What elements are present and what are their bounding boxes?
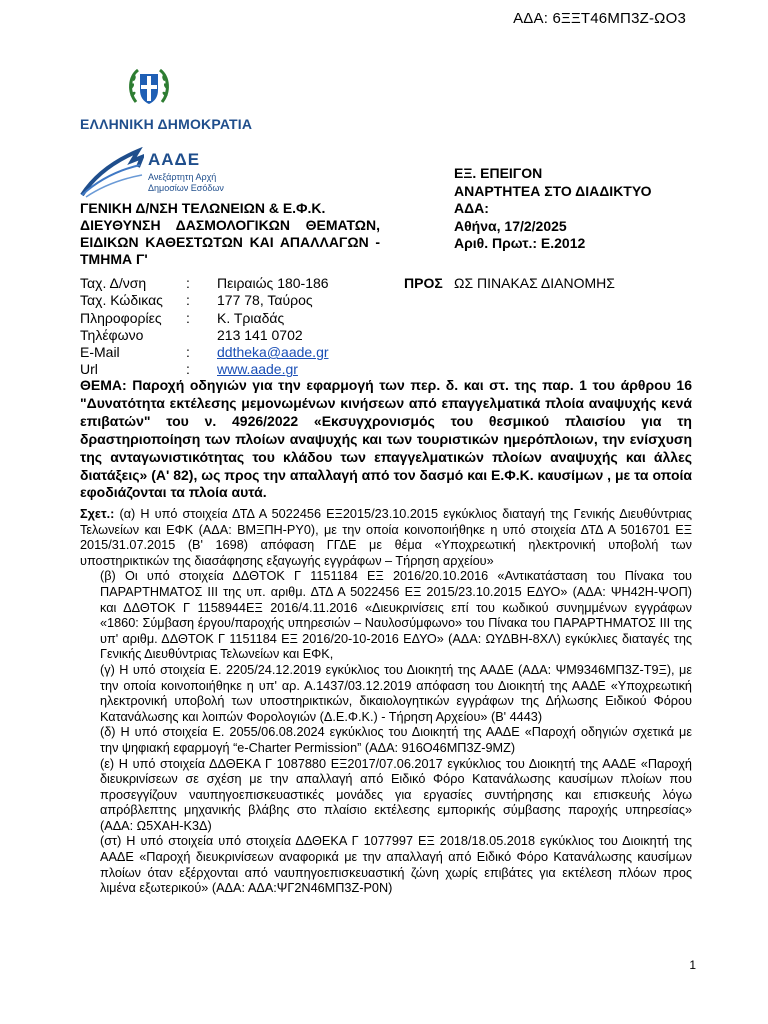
reference-item: (γ) Η υπό στοιχεία Ε. 2205/24.12.2019 εγκύκλιος του Διοικητή της ΑΑΔΕ (ΑΔΑ: ΨΜ9346ΜΠ3Ζ-Τ9Ξ), με την οποία κοινοποιήθηκε η υπ' αρ. Α.1437/03.12.2019 απόφαση του Διοικητή της ΑΑΔΕ «Υποχρεωτική ηλεκτρονική υποβολή των υποστηρικτικών, δικαιολογητικών εγγράφων της Δήλωσης Ειδικού Φόρου Κατανάλωσης και λοιπών Φορολογιών (Δ.Ε.Φ.Κ.) - Τήρηση Αρχείου» (Β' 4443) (100, 662, 692, 724)
department-line: ΤΜΗΜΑ Γ' (80, 251, 148, 267)
recipient-block (404, 275, 615, 291)
aade-arrow-icon (80, 147, 144, 199)
posting-label: ΑΝΑΡΤΗΤΕΑ ΣΤΟ ΔΙΑΔΙΚΤΥΟ (454, 182, 652, 199)
email-link[interactable]: ddtheka@aade.gr (217, 344, 329, 361)
reference-item: (δ) Η υπό στοιχεία Ε. 2055/06.08.2024 εγκύκλιος του Διοικητή της ΑΑΔΕ «Παροχή οδηγιών σχετικά με την ψηφιακή εφαρμογή “e-Charter Permission” (ΑΔΑ: 916Ο46ΜΠ3Ζ-9ΜΖ) (100, 725, 692, 755)
greek-emblem-icon (124, 62, 174, 112)
page-number: 1 (689, 958, 696, 972)
contact-colon: : (186, 292, 190, 309)
document-info-block (454, 165, 652, 253)
contact-label: Url (80, 361, 98, 378)
contact-value: Κ. Τριαδάς (217, 309, 285, 326)
reference-item: (β) Οι υπό στοιχεία ΔΔΘΤΟΚ Γ 1151184 ΕΞ 2016/20.10.2016 «Αντικατάσταση του Πίνακα του ΠΑΡΑΡΤΗΜΑΤΟΣ ΙΙΙ της υπ. αριθμ. ΔΤΔ Α 5022456 ΕΞ 2015/23.10.2015 ΕΔΥΟ» (ΑΔΑ: ΨΗ42Η-ΨΟΠ) και ΔΔΘΤΟΚ Γ 1158944ΕΞ 2016/4.11.2016 «Διευκρινίσεις επί του κωδικού συνημμένων εγγράφων «1860: Σύμβαση έργου/παροχής υπηρεσιών – Ναυλοσύμφωνο» του Πίνακα του ΠΑΡΑΡΤΗΜΑΤΟΣ ΙΙΙ της υπ' αριθμ. ΔΔΘΤΟΚ Γ 1151184 ΕΞ 2016/20-10-2016 ΕΔΥΟ» (ΑΔΑ: ΩΥΔΒΗ-8ΧΛ) εγκύκλιες διαταγές της Γενικής Διευθύντριας Τελωνείων και ΕΦΚ, (100, 569, 692, 662)
ada-label: ΑΔΑ: (454, 200, 489, 216)
aade-logo-subtitle-2: Δημοσίων Εσόδων (148, 183, 224, 193)
contact-label: E-Mail (80, 344, 120, 361)
website-link[interactable]: www.aade.gr (217, 361, 298, 378)
ada-header: ΑΔΑ: 6ΞΞΤ46ΜΠ3Ζ-ΩΟ3 (513, 10, 686, 27)
references-lead: Σχετ.: (80, 507, 115, 521)
subject-paragraph: ΘΕΜΑ: Παροχή οδηγιών για την εφαρμογή των περ. δ. και στ. της παρ. 1 του άρθρου 16 "Δυνατότητα εκτέλεσης μεμονωμένων κινήσεων από επαγγελματικά πλοία αναψυχής κενά επιβατών" του ν. 4926/2022 «Εκσυγχρονισμός του θεσμικού πλαισίου για τη δραστηριοποίηση των πλοίων αναψυχής και των τουριστικών ημερόπλοιων, την ενίσχυση της ανταγωνιστικότητας του κλάδου των επαγγελματικών πλοίων αναψυχής και άλλες διατάξεις» (Α' 82), ως προς την απαλλαγή από τον δασμό και Ε.Φ.Κ. καυσίμων , με τα οποία εφοδιάζονται τα πλοία αυτά. (80, 377, 692, 501)
republic-title: ΕΛΛΗΝΙΚΗ ΔΗΜΟΚΡΑΤΙΑ (80, 116, 253, 132)
contact-label: Ταχ. Δ/νση (80, 275, 147, 291)
contact-value: 177 78, Ταύρος (217, 292, 313, 309)
reference-item: (ε) Η υπό στοιχεία ΔΔΘΕΚΑ Γ 1087880 ΕΞ2017/07.06.2017 εγκύκλιος του Διοικητή της ΑΑΔΕ «Παροχή διευκρινίσεων σε σχέση με την απαλλαγή από Ειδικό Φόρο Κατανάλωσης καυσίμων πλοίων που προσεγγίζουν ναυπηγοεπισκευαστικές μονάδες για εργασίες συντήρησης και επισκευής λόγω απρόβλεπτης μηχανικής βλάβης στο πλαίσιο εκτέλεσης εμπορικής σύμβασης παροχής υπηρεσίας» (ΑΔΑ: Ω5ΧΑΗ-Κ3Δ) (100, 756, 692, 833)
reference-item: (στ) Η υπό στοιχεία υπό στοιχεία ΔΔΘΕΚΑ Γ 1077997 ΕΞ 2018/18.05.2018 εγκύκλιος του Διοικητή της ΑΑΔΕ «Παροχή διευκρινίσεων αναφορικά με την απαλλαγή από Ειδικό Φόρο Κατανάλωσης καυσίμων πλοίων όταν εξέρχονται από ναυπηγοεπισκευαστική ζώνη χωρίς επιβάτες για εκτέλεση πλόων προς λιμένα εξωτερικού» (ΑΔΑ: ΑΔΑ:ΨΓ2Ν46ΜΠ3Ζ-Ρ0Ν) (100, 834, 692, 896)
contact-value: Πειραιώς 180-186 (217, 275, 329, 291)
contact-colon: : (186, 275, 190, 291)
recipient-label: ΠΡΟΣ (404, 275, 443, 291)
aade-logo-subtitle-1: Ανεξάρτητη Αρχή (148, 172, 217, 182)
contact-colon: : (186, 344, 190, 361)
department-line: ΕΙΔΙΚΩΝ ΚΑΘΕΣΤΩΤΩΝ ΚΑΙ ΑΠΑΛΛΑΓΩΝ - (80, 234, 380, 250)
contact-value: 213 141 0702 (217, 326, 303, 343)
document-date: Αθήνα, 17/2/2025 (454, 217, 567, 234)
contact-label: Ταχ. Κώδικας (80, 292, 163, 309)
urgency-label: ΕΞ. ΕΠΕΙΓΟΝ (454, 165, 543, 181)
protocol-number: Αριθ. Πρωτ.: Ε.2012 (454, 235, 586, 251)
contact-label: Τηλέφωνο (80, 326, 144, 343)
reference-item: (α) Η υπό στοιχεία ΔΤΔ Α 5022456 ΕΞ2015/23.10.2015 εγκύκλιος διαταγή της Γενικής Διευθύντριας Τελωνείων και ΕΦΚ (ΑΔΑ: ΒΜΞΠΗ-ΡΥ0), με την οποία κοινοποιήθηκε η υπό στοιχεία ΔΤΔ Α 5016701 ΕΞ 2015/31.07.2015 (Β' 1698) απόφαση ΓΓΔΕ με θέμα «Υποχρεωτική ηλεκτρονική υποβολή των υποστηρικτικών της διασάφησης εξαγωγής εγγράφων – Τήρηση αρχείου» (80, 507, 692, 568)
aade-logo-name: ΑΑΔΕ (148, 150, 201, 169)
contact-label: Πληροφορίες (80, 309, 162, 326)
department-line: ΔΙΕΥΘΥΝΣΗ ΔΑΣΜΟΛΟΓΙΚΩΝ ΘΕΜΑΤΩΝ, (80, 217, 380, 233)
contact-colon: : (186, 361, 190, 378)
aade-logo (80, 147, 225, 199)
department-block (80, 200, 380, 268)
department-line: ΓΕΝΙΚΗ Δ/ΝΣΗ ΤΕΛΩΝΕΙΩΝ & Ε.Φ.Κ. (80, 200, 326, 216)
recipient-value: ΩΣ ΠΙΝΑΚΑΣ ΔΙΑΝΟΜΗΣ (454, 275, 615, 291)
references-section (80, 507, 692, 897)
contact-colon: : (186, 309, 190, 326)
